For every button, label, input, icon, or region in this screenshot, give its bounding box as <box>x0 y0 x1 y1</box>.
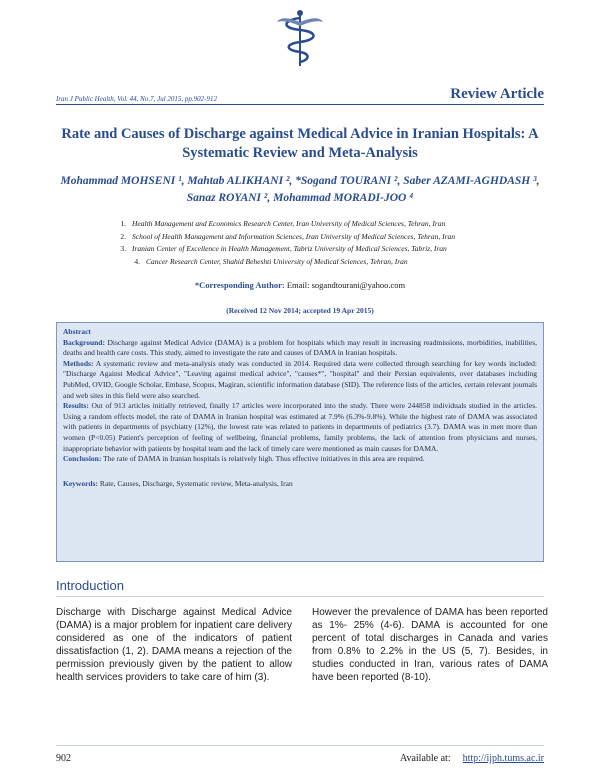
paper-title: Rate and Causes of Discharge against Medical Advice in Iranian Hospitals: A Systematic Review and Meta-Analysis <box>61 126 539 161</box>
abstract-keywords <box>63 479 537 490</box>
results-text: Out of 913 articles initially retrieved, finally 17 articles were incorporated into the study. There were 244858 individuals studied in the articles. Using a random effects model, the rate of DAMA in Iranian hospital was estimated at 7.9% (6.3%-9.8%). While the highest rate of DAMA was associated with patients in departments of psychiatry (12%), the lowest rate was related to patients in departments of pediatrics (3.7). DAMA was in men more than women (P<0.05) Patient's perception of feeling of wellbeing, financial problems, family problems, the lack of attention from physicians and nurses, inappropriate behavior with patients by hospital team and the lack of timely care were mentioned as main causes for DAMA. <box>63 401 537 453</box>
keywords-label: Keywords: <box>63 478 98 488</box>
affiliation-text: Iranian Center of Excellence in Health Management, Tabriz University of Medical Sciences, Tabriz, Iran <box>132 244 447 253</box>
intro-left-column: Discharge with Discharge against Medical Advice (DAMA) is a major problem for inpatient care delivery considered as one of the indicators of patient dissatisfaction (1, 2). DAMA means a rejection of the permission previously given by the patient to allow health services providers to take care of him (3). <box>56 607 292 683</box>
introduction-heading: Introduction <box>56 578 124 593</box>
intro-right-column: However the prevalence of DAMA has been reported as 1%- 25% (4-6). DAMA is accounted for one percent of total discharges in Canada and varies from 0.8% to 2.2% in the US (5, 7). Besides, in studies conducted in Iran, various rates of DAMA have been reported (8-10). <box>312 607 548 683</box>
corresponding-label: *Corresponding Author: <box>194 280 285 290</box>
conclusion-label: Conclusion: <box>63 454 102 464</box>
affiliation-text: School of Health Management and Information Sciences, Iran University of Medical Sciences, Tehran, Iran <box>132 231 455 241</box>
background-text: Discharge against Medical Advice (DAMA) is a problem for hospitals which may result in increasing readmissions, morbidities, inabilities, deaths and health care costs. This study, aimed to investigate the rate and causes of DAMA in Iranian hospitals. <box>63 337 537 358</box>
affiliation-item <box>108 243 548 256</box>
affiliation-number: 4. <box>134 256 140 266</box>
affiliation-list <box>108 218 548 268</box>
background-label: Background: <box>63 337 105 347</box>
abstract-conclusion <box>63 454 537 465</box>
affiliation-number: 3. <box>120 244 126 253</box>
abstract-box <box>56 322 544 562</box>
abstract-methods <box>63 359 537 401</box>
journal-logo-icon <box>275 8 325 68</box>
availability-note <box>400 753 544 764</box>
conclusion-text: The rate of DAMA in Iranian hospitals is relatively high. Thus effective initiatives in this area are required. <box>103 454 425 464</box>
page-number: 902 <box>56 753 71 764</box>
section-rule <box>56 596 544 597</box>
keywords-text: Rate, Causes, Discharge, Systematic review, Meta-analysis, Iran <box>99 478 293 488</box>
affiliation-item <box>108 256 548 269</box>
results-label: Results: <box>63 401 89 411</box>
methods-label: Methods: <box>63 358 94 368</box>
affiliation-number: 1. <box>120 219 126 228</box>
received-dates: (Received 12 Nov 2014; accepted 19 Apr 2015) <box>226 306 374 315</box>
methods-text: A systematic review and meta-analysis study was conducted in 2014. Required data were collected through searching for key words included: "Discharge Against Medical Advice", "Leaving against medical advice", "causes*", "hospital" and their Persian equivalents, over databases including PubMed, OVID, Google Scholar, Embase, Scopus, Magiran, scientific information database (SID). The reference lists of the articles, certain relevant journals and web sites in this field were also searched. <box>63 358 537 400</box>
abstract-heading: Abstract <box>63 327 91 336</box>
email-address[interactable]: sogandtourani@yahoo.com <box>311 280 406 290</box>
journal-url-link[interactable]: http://ijph.tums.ac.ir <box>462 753 544 764</box>
journal-reference: Iran J Public Health, Vol. 44, No.7, Jul 2015, pp.902-912 <box>56 95 217 103</box>
corresponding-author <box>0 280 600 290</box>
affiliation-number: 2. <box>120 231 126 241</box>
affiliation-text: Health Management and Economics Research Center, Iran University of Medical Sciences, Tehran, Iran <box>132 219 446 228</box>
abstract-results <box>63 401 537 454</box>
abstract-background <box>63 338 537 359</box>
header-rule <box>56 104 544 105</box>
available-label: Available at: <box>399 753 451 764</box>
footer-rule <box>56 745 544 746</box>
affiliation-item <box>108 231 548 244</box>
email-label: Email: <box>286 280 310 290</box>
author-list: Mohammad MOHSENI ¹, Mahtab ALIKHANI ², *Sogand TOURANI ², Saber AZAMI-AGHDASH ³, Sanaz ROYANI ², Mohammad MORADI-JOO ⁴ <box>60 175 540 204</box>
affiliation-item <box>108 218 548 231</box>
article-type-label: Review Article <box>450 86 544 102</box>
affiliation-text: Cancer Research Center, Shahid Beheshti University of Medical Sciences, Tehran, Iran <box>146 256 408 266</box>
